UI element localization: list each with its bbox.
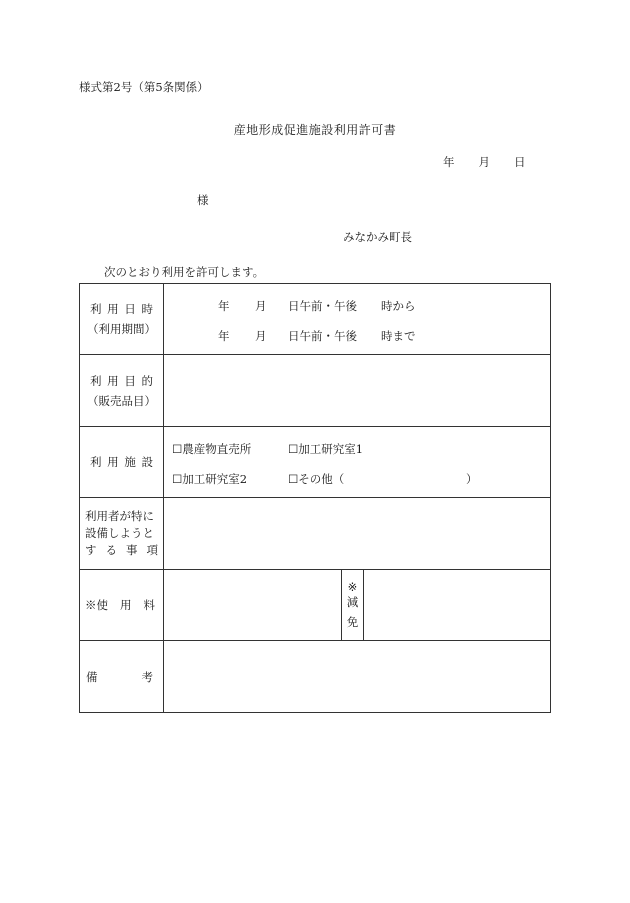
- reduction-label: ※ 減 免: [342, 570, 364, 641]
- facility-options: [164, 427, 551, 498]
- recipient-suffix: 様: [197, 193, 209, 207]
- period-row: [80, 284, 551, 355]
- facility-row: [80, 427, 551, 498]
- period-from-line: 年 月 日午前・午後 時から: [218, 299, 416, 313]
- purpose-label: [80, 355, 164, 427]
- intro-text: 次のとおり利用を許可します。: [104, 265, 265, 279]
- fee-label: ※使 用 料: [80, 570, 164, 641]
- purpose-label-sub: （販売品目）: [87, 393, 156, 408]
- issue-date: [443, 157, 526, 169]
- reduction-value[interactable]: [364, 570, 551, 641]
- form-number: 様式第2号（第5条関係）: [79, 80, 209, 94]
- facility-option-other[interactable]: ☐その他（: [288, 472, 345, 486]
- equipment-row: [80, 498, 551, 570]
- purpose-label-main: 利 用 目 的: [90, 373, 153, 388]
- period-label-sub: （利用期間）: [87, 322, 156, 336]
- period-label-main: 利 用 日 時: [90, 302, 153, 316]
- facility-option-direct-sales[interactable]: ☐農産物直売所: [172, 442, 252, 456]
- facility-option-lab-1[interactable]: ☐加工研究室1: [288, 442, 364, 456]
- remarks-label: 備 考: [80, 641, 164, 713]
- date-month: 月: [478, 155, 490, 169]
- fee-row: [80, 570, 551, 641]
- period-value[interactable]: [164, 284, 551, 355]
- document-title: 産地形成促進施設利用許可書: [233, 123, 397, 137]
- remarks-row: [80, 641, 551, 713]
- date-day: 日: [514, 155, 526, 169]
- date-year: 年: [443, 155, 455, 169]
- remarks-value[interactable]: [164, 641, 551, 713]
- purpose-row: [80, 355, 551, 427]
- issuer-name: みなかみ町長: [343, 230, 412, 244]
- permit-table: [79, 283, 551, 713]
- equipment-value[interactable]: [164, 498, 551, 570]
- equipment-label: 利用者が特に 設備しようと す る 事 項: [80, 498, 164, 570]
- period-label: [80, 284, 164, 355]
- facility-other-close: ）: [466, 472, 478, 486]
- facility-label: 利 用 施 設: [80, 427, 164, 498]
- facility-option-lab-2[interactable]: ☐加工研究室2: [172, 472, 248, 486]
- period-to-line: 年 月 日午前・午後 時まで: [218, 329, 416, 343]
- purpose-value[interactable]: [164, 355, 551, 427]
- fee-amount-value[interactable]: [164, 570, 342, 641]
